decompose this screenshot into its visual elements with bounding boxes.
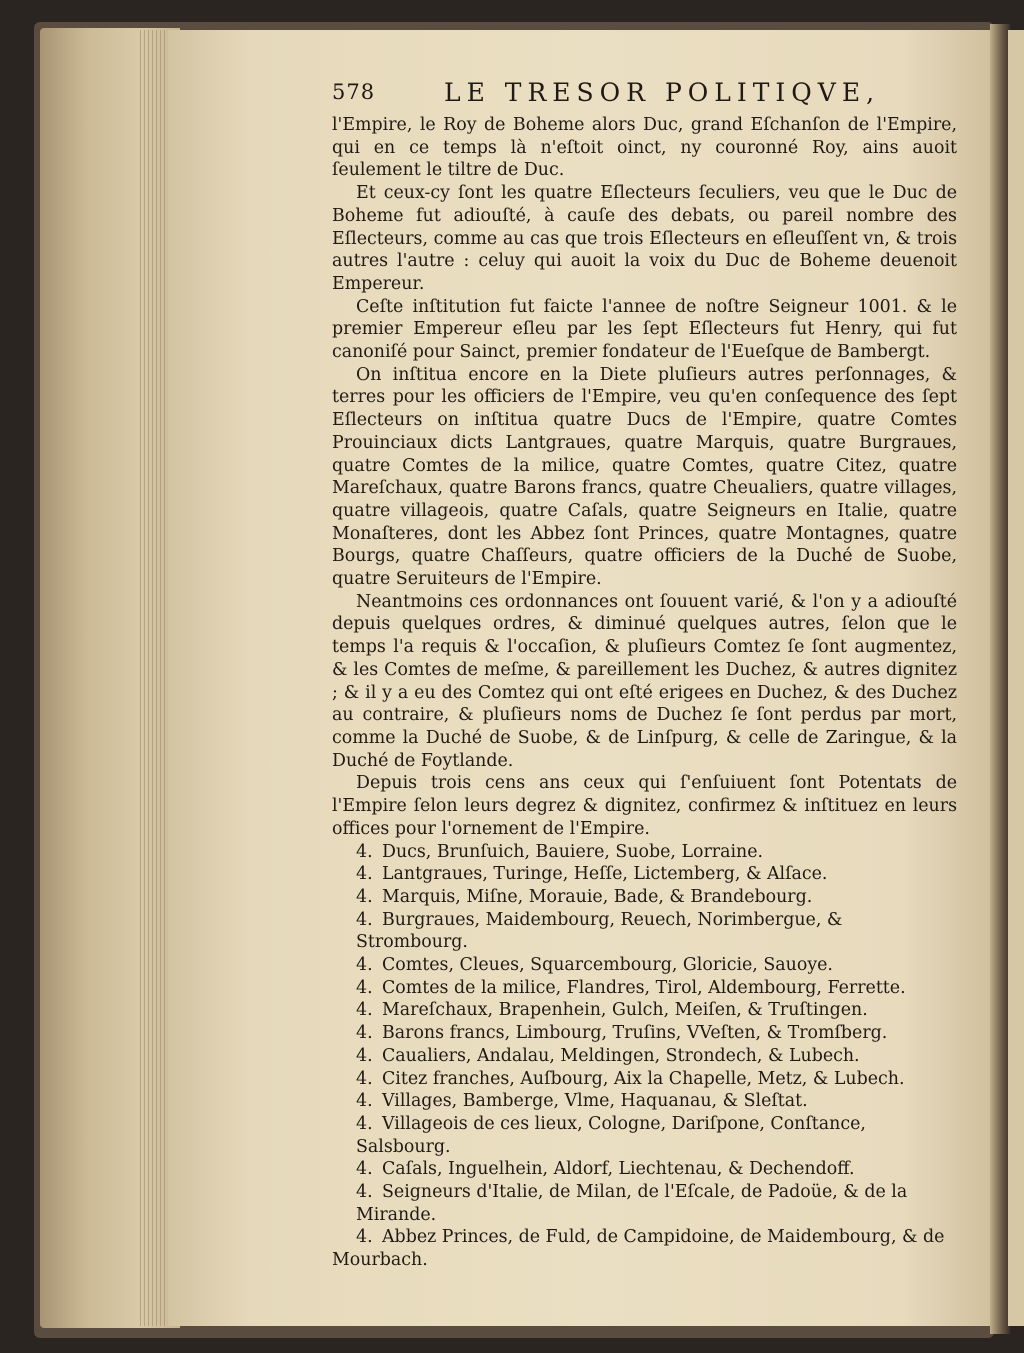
paragraph: On inſtitua encore en la Diete pluſieurs autres perſonnages, & terres pour les officiers de l'Empire, veu qu'en conſequence des ſept Eſlecteurs on inſtitua quatre Ducs de l'Empire, quatre Comtes Prouinciaux dicts Lantgraues, quatre Marquis, quatre Burgraues, quatre Comtes de la milice, quatre Comtes, quatre Citez, quatre Mareſchaux, quatre Barons francs, quatre Cheualiers, quatre villages, quatre villageois, quatre Caſals, quatre Seigneurs en Italie, quatre Monaſteres, dont les Abbez ſont Princes, quatre Montagnes, quatre Bourgs, quatre Chaſſeurs, quatre officiers de la Duché de Suobe, quatre Seruiteurs de l'Empire. [332,364,957,590]
list-item: 4. Caſals, Inguelhein, Aldorf, Liechtenau, & Dechendoff. [356,1159,855,1180]
paragraph: l'Empire, le Roy de Boheme alors Duc, grand Eſchanſon de l'Empire, qui en ce temps là n'eſtoit oinct, ny couronné Roy, ains auoit ſeulement le tiltre de Duc. [332,115,957,181]
folio-number: 578 [332,80,376,104]
list-item: 4. Barons francs, Limbourg, Truſins, VVeſten, & Tromſberg. [356,1023,888,1044]
page-text [332,80,957,1272]
list-item: 4. Villages, Bamberge, Vlme, Haquanau, & Sleſtat. [356,1091,808,1112]
list-item: 4. Marquis, Miſne, Morauie, Bade, & Brandebourg. [356,886,813,907]
list-item: 4. Citez franches, Auſbourg, Aix la Chapelle, Metz, & Lubech. [356,1068,905,1089]
list-item: 4. Seigneurs d'Italie, de Milan, de l'Eſcale, de Padoüe, & de la Mirande. [356,1182,908,1225]
list-item: 4. Comtes de la milice, Flandres, Tirol, Aldembourg, Ferrette. [356,977,906,998]
recto-page-edge [1008,30,1024,1326]
list-item: 4. Burgraues, Maidembourg, Reuech, Norimbergue, & Strombourg. [356,909,843,953]
page-header [332,80,957,114]
list-item: 4. Lantgraues, Turinge, Heſſe, Lictemberg, & Alſace. [356,864,828,885]
paragraph: Depuis trois cens ans ceux qui ſ'enſuiuent ſont Potentats de l'Empire ſelon leurs degrez & dignitez, confirmez & inſtituez en leurs offices pour l'ornement de l'Empire. [332,773,957,839]
list-item: 4. Comtes, Cleues, Squarcembourg, Gloricie, Sauoye. [356,955,833,976]
gutter-shadow [990,24,1010,1334]
paragraph: Neantmoins ces ordonnances ont ſouuent varié, & l'on y a adiouſté depuis quelques ordres, & diminué quelques autres, ſelon que le temps l'a requis & l'occaſion, & pluſieurs Comtez ſe ſont augmentez, & les Comtes de meſme, & pareillement les Duchez, & autres dignitez ; & il y a eu des Comtez qui ont eſté erigees en Duchez, & des Duchez au contraire, & pluſieurs noms de Duchez ſe ſont perdus par mort, comme la Duché de Suobe, & de Linſpurg, & celle de Zaringue, & la Duché de Foytlande. [332,591,957,771]
list-item: 4. Caualiers, Andalau, Meldingen, Strondech, & Lubech. [356,1045,860,1066]
list-item: 4. Villageois de ces lieux, Cologne, Dariſpone, Conſtance, Salsbourg. [356,1113,866,1157]
paragraph: Ceſte inſtitution fut faicte l'annee de noſtre Seigneur 1001. & le premier Empereur eſleu par les ſept Eſlecteurs fut Henry, qui fut canoniſé pour Sainct, premier fondateur de l'Eueſque de Bambergt. [332,296,957,363]
running-head: LE TRESOR POLITIQVE, [444,78,881,107]
list-item: 4. Ducs, Brunſuich, Bauiere, Suobe, Lorraine. [356,841,764,862]
paragraph: Et ceux-cy ſont les quatre Eſlecteurs ſeculiers, veu que le Duc de Boheme fut adiouſté, à cauſe des debats, ou pareil nombre des Eſlecteurs, comme au cas que trois Eſlecteurs en eſleuſſent vn, & trois autres l'autre : celuy qui auoit la voix du Duc de Boheme deuenoit Empereur. [332,183,957,294]
potentates-list [332,841,957,1272]
list-item: 4. Mareſchaux, Brapenhein, Gulch, Meiſen, & Truſtingen. [356,1000,868,1021]
list-item: 4. Abbez Princes, de Fuld, de Campidoine, de Maidembourg, & de Mourbach. [332,1227,945,1271]
